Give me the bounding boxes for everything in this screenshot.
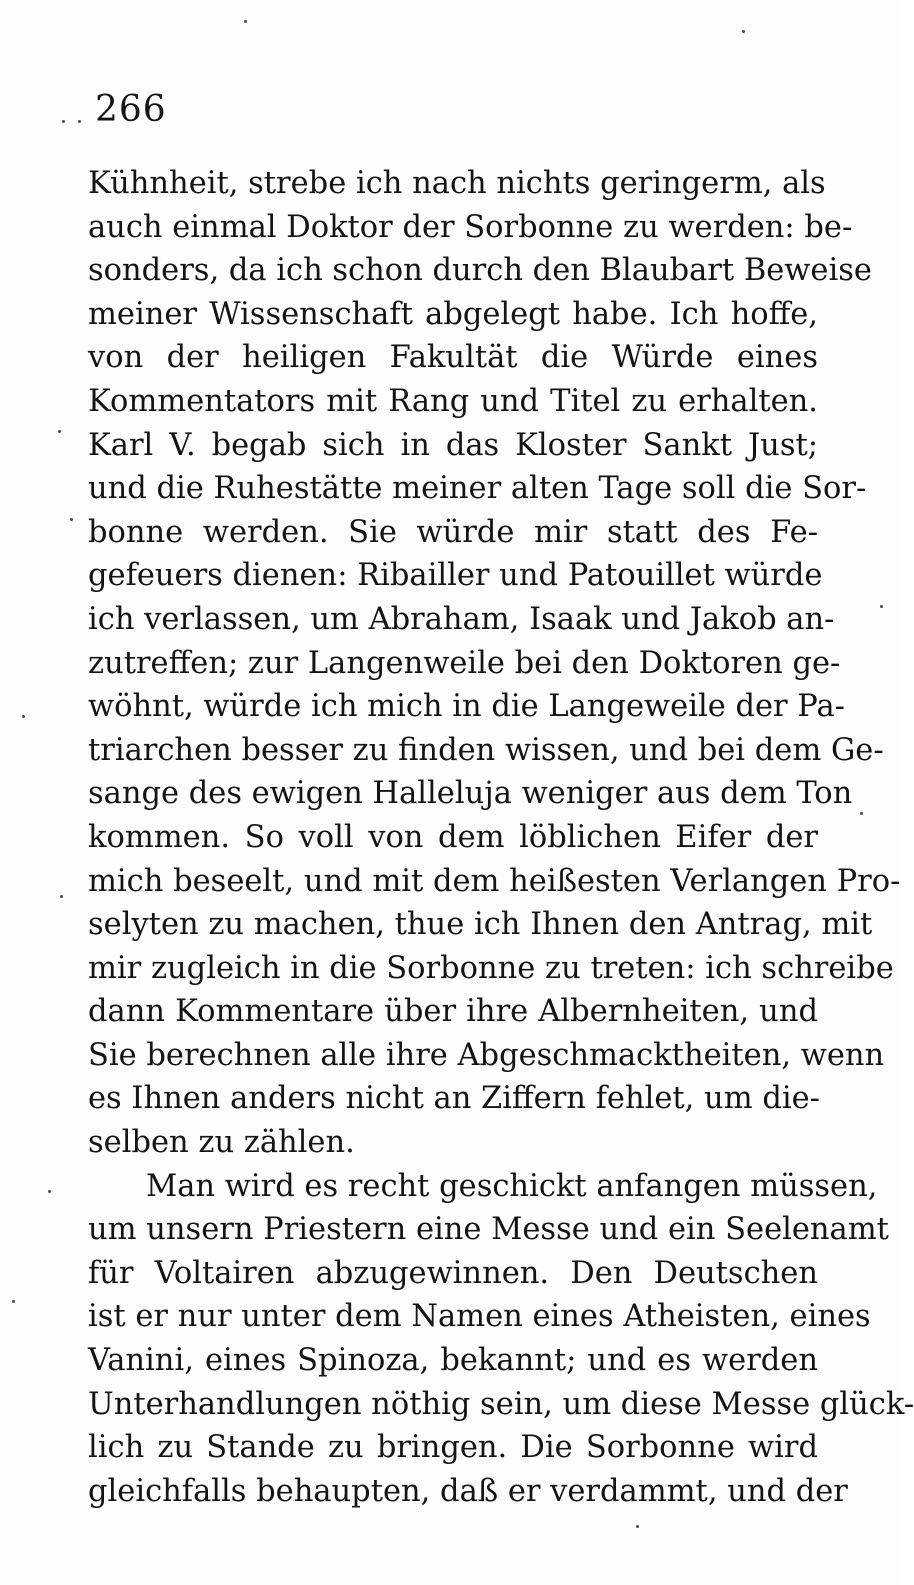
print-speck — [48, 1190, 51, 1193]
text-line: mir zugleich in die Sorbonne zu treten: ich schreibe — [88, 950, 894, 986]
body-text — [88, 162, 914, 1513]
print-speck — [70, 518, 73, 521]
text-line: zutreffen; zur Langenweile bei den Doktoren ge- — [88, 645, 841, 681]
text-line: selyten zu machen, thue ich Ihnen den Antrag, mit — [88, 907, 873, 943]
print-speck — [62, 120, 65, 123]
text-line: gleichfalls behaupten, daß er verdammt, und der — [88, 1473, 848, 1509]
text-line: wöhnt, würde ich mich in die Langeweile der Pa- — [88, 689, 845, 725]
print-speck — [60, 895, 63, 898]
text-line: selben zu zählen. — [88, 1125, 355, 1161]
text-line: gefeuers dienen: Ribailler und Patouillet würde — [88, 558, 823, 594]
print-speck — [636, 1525, 639, 1528]
text-line: Sie berechnen alle ihre Abgeschmacktheiten, wenn — [88, 1037, 885, 1073]
text-line: Vanini, eines Spinoza, bekannt; und es werden — [88, 1343, 818, 1379]
text-line: auch einmal Doktor der Sorbonne zu werden: be- — [88, 209, 853, 245]
page-number: 266 — [95, 89, 167, 130]
text-line: lich zu Stande zu bringen. Die Sorbonne wird — [88, 1430, 818, 1466]
text-line: ich verlassen, um Abraham, Isaak und Jakob an- — [88, 601, 835, 637]
print-speck — [880, 605, 883, 608]
print-speck — [78, 120, 81, 123]
text-line: Unterhandlungen nöthig sein, um diese Messe glück- — [88, 1386, 914, 1422]
text-line: und die Ruhestätte meiner alten Tage soll die Sor- — [88, 471, 867, 507]
text-line: es Ihnen anders nicht an Ziffern fehlet, um die- — [88, 1081, 820, 1117]
text-line: meiner Wissenschaft abgelegt habe. Ich hoffe, — [88, 296, 818, 332]
print-speck — [22, 715, 25, 718]
text-line: Kommentators mit Rang und Titel zu erhalten. — [88, 383, 818, 419]
print-speck — [244, 20, 247, 23]
text-line: um unsern Priestern eine Messe und ein Seelenamt — [88, 1212, 889, 1248]
print-speck — [12, 1300, 15, 1303]
print-speck — [742, 30, 745, 33]
text-line: triarchen besser zu finden wissen, und bei dem Ge- — [88, 732, 884, 768]
text-line: von der heiligen Fakultät die Würde eines — [88, 340, 818, 376]
text-line: für Voltairen abzugewinnen. Den Deutschen — [88, 1255, 818, 1291]
text-line: bonne werden. Sie würde mir statt des Fe- — [88, 514, 818, 550]
text-line: Karl V. begab sich in das Kloster Sankt Just; — [88, 427, 818, 463]
text-line: dann Kommentare über ihre Albernheiten, und — [88, 994, 818, 1030]
text-line: kommen. So voll von dem löblichen Eifer der — [88, 819, 818, 855]
text-line: sonders, da ich schon durch den Blaubart Beweise — [88, 253, 872, 289]
text-line: ist er nur unter dem Namen eines Atheisten, eines — [88, 1299, 871, 1335]
text-line: mich beseelt, und mit dem heißesten Verlangen Pro- — [88, 863, 901, 899]
text-line: sange des ewigen Halleluja weniger aus dem Ton — [88, 776, 853, 812]
print-speck — [58, 430, 61, 433]
text-line: Man wird es recht geschickt anfangen müssen, — [146, 1168, 878, 1204]
print-speck — [860, 812, 863, 815]
text-line: Kühnheit, strebe ich nach nichts geringerm, als — [88, 166, 826, 201]
